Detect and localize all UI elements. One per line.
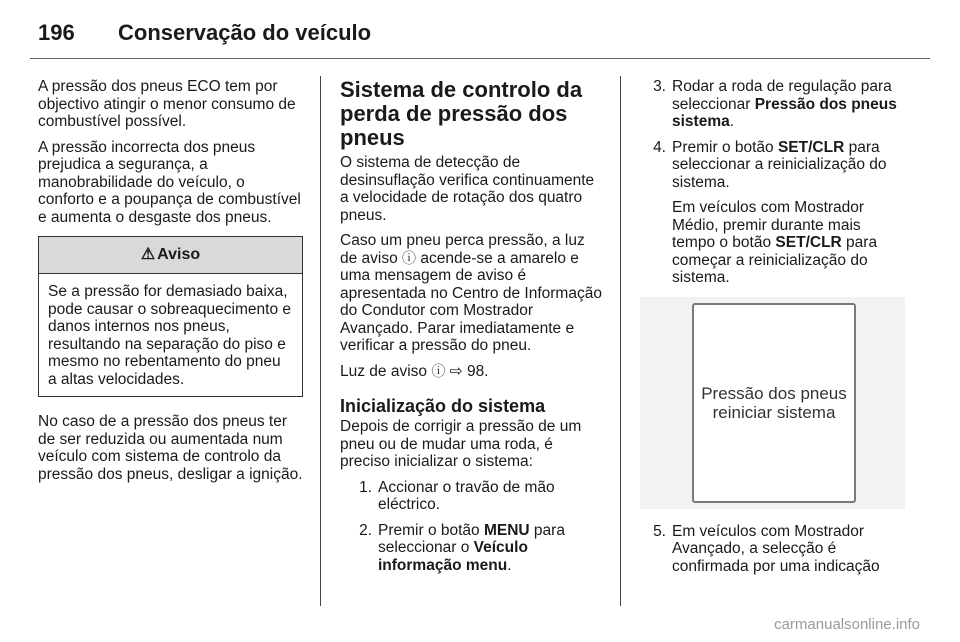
watermark: carmanualsonline.info — [774, 616, 920, 633]
column-middle — [340, 78, 605, 582]
list-text — [378, 522, 605, 575]
warning-triangle-icon: ⚠ — [140, 246, 156, 264]
text-span: para seleccionar o — [378, 521, 565, 556]
list-text — [672, 139, 905, 287]
text-span: para começar a reinicialização do sistema. — [672, 234, 878, 286]
menu-name: Pressão dos pneus sistema — [672, 95, 897, 130]
paragraph: No caso de a pressão dos pneus ter de ser reduzida ou aumentada num veículo com sistema de controlo da pressão dos pneus, desligar a ignição. — [38, 413, 303, 483]
warning-box — [38, 236, 303, 397]
list-text: Em veículos com Mostrador Avançado, a selecção é confirmada por uma indicação — [672, 522, 880, 575]
list-number: 3. — [653, 78, 666, 95]
paragraph — [340, 232, 605, 355]
column-right — [640, 78, 905, 583]
button-name: SET/CLR — [777, 138, 845, 156]
chapter-title: Conservação do veículo — [118, 20, 372, 45]
text-span: Caso um pneu perca pressão, a luz de aviso — [340, 232, 585, 267]
list-text — [672, 78, 905, 131]
text-span: Premir o botão — [378, 521, 484, 539]
list-item — [340, 479, 605, 514]
text-span: Premir o botão — [672, 138, 778, 156]
column-divider — [620, 76, 621, 606]
tire-pressure-warning-icon: ⓘ — [431, 362, 446, 379]
page-header — [30, 12, 930, 58]
display-screen — [692, 303, 856, 503]
paragraph: A pressão dos pneus ECO tem por objectivo atingir o menor consumo de combustível possível. — [38, 78, 296, 130]
header-rule — [30, 58, 930, 59]
tire-pressure-warning-icon: ⓘ — [402, 249, 417, 266]
display-message: Pressão dos pneus reiniciar sistema — [701, 383, 847, 422]
warning-header — [39, 237, 302, 274]
text-span: acende-se a amarelo e uma mensagem de aviso é apresentada no Centro de Informação do Condutor com Mostrador Avançado. Parar imediatamente e verificar a pressão do pneu. — [340, 249, 602, 354]
list-item — [340, 522, 605, 575]
list-number: 5. — [653, 522, 666, 540]
column-left — [38, 78, 303, 491]
page-reference: ⇨ 98. — [445, 362, 489, 380]
list-number: 4. — [653, 138, 666, 156]
list-item — [640, 139, 905, 287]
button-name: MENU — [483, 521, 530, 539]
section-heading: Sistema de controlo da perda de pressão dos pneus — [340, 77, 583, 150]
subsection-heading: Inicialização do sistema — [340, 396, 546, 416]
page-number: 196 — [38, 20, 75, 45]
list-item — [640, 523, 905, 576]
paragraph: O sistema de detecção de desinsuflação verifica continuamente a velocidade de rotação dos quatro pneus. — [340, 154, 595, 224]
list-number: 1. — [359, 478, 372, 496]
text-span: . — [729, 113, 735, 130]
column-divider — [320, 76, 321, 606]
list-note — [672, 199, 905, 287]
display-figure — [640, 297, 905, 509]
list-number: 2. — [359, 521, 372, 539]
text-span: Em veículos com Mostrador Médio, premir durante mais tempo o botão — [672, 199, 865, 251]
paragraph — [340, 363, 605, 381]
list-item — [640, 78, 905, 131]
text-span: Rodar a roda de regulação para seleccionar — [672, 78, 892, 113]
list-text: Accionar o travão de mão eléctrico. — [378, 478, 555, 513]
button-name: SET/CLR — [775, 234, 842, 251]
text-span: . — [507, 556, 512, 574]
menu-name: Veículo informação menu — [378, 539, 528, 574]
paragraph: A pressão incorrecta dos pneus prejudica a segurança, a manobrabilidade do veículo, o conforto e a poupança de combustível e aumenta o desgaste dos pneus. — [38, 138, 301, 226]
warning-text: Se a pressão for demasiado baixa, pode causar o sobreaquecimento e danos internos nos pneus, resultando na separação do piso e mesmo no rebentamento do pneu a altas velocidades. — [48, 283, 291, 388]
text-span: para seleccionar a reinicialização do sistema. — [672, 138, 887, 191]
text-span: Luz de aviso — [340, 362, 432, 380]
warning-title: Aviso — [157, 246, 201, 264]
paragraph: Depois de corrigir a pressão de um pneu ou de mudar uma roda, é preciso inicializar o sistema: — [340, 418, 582, 470]
